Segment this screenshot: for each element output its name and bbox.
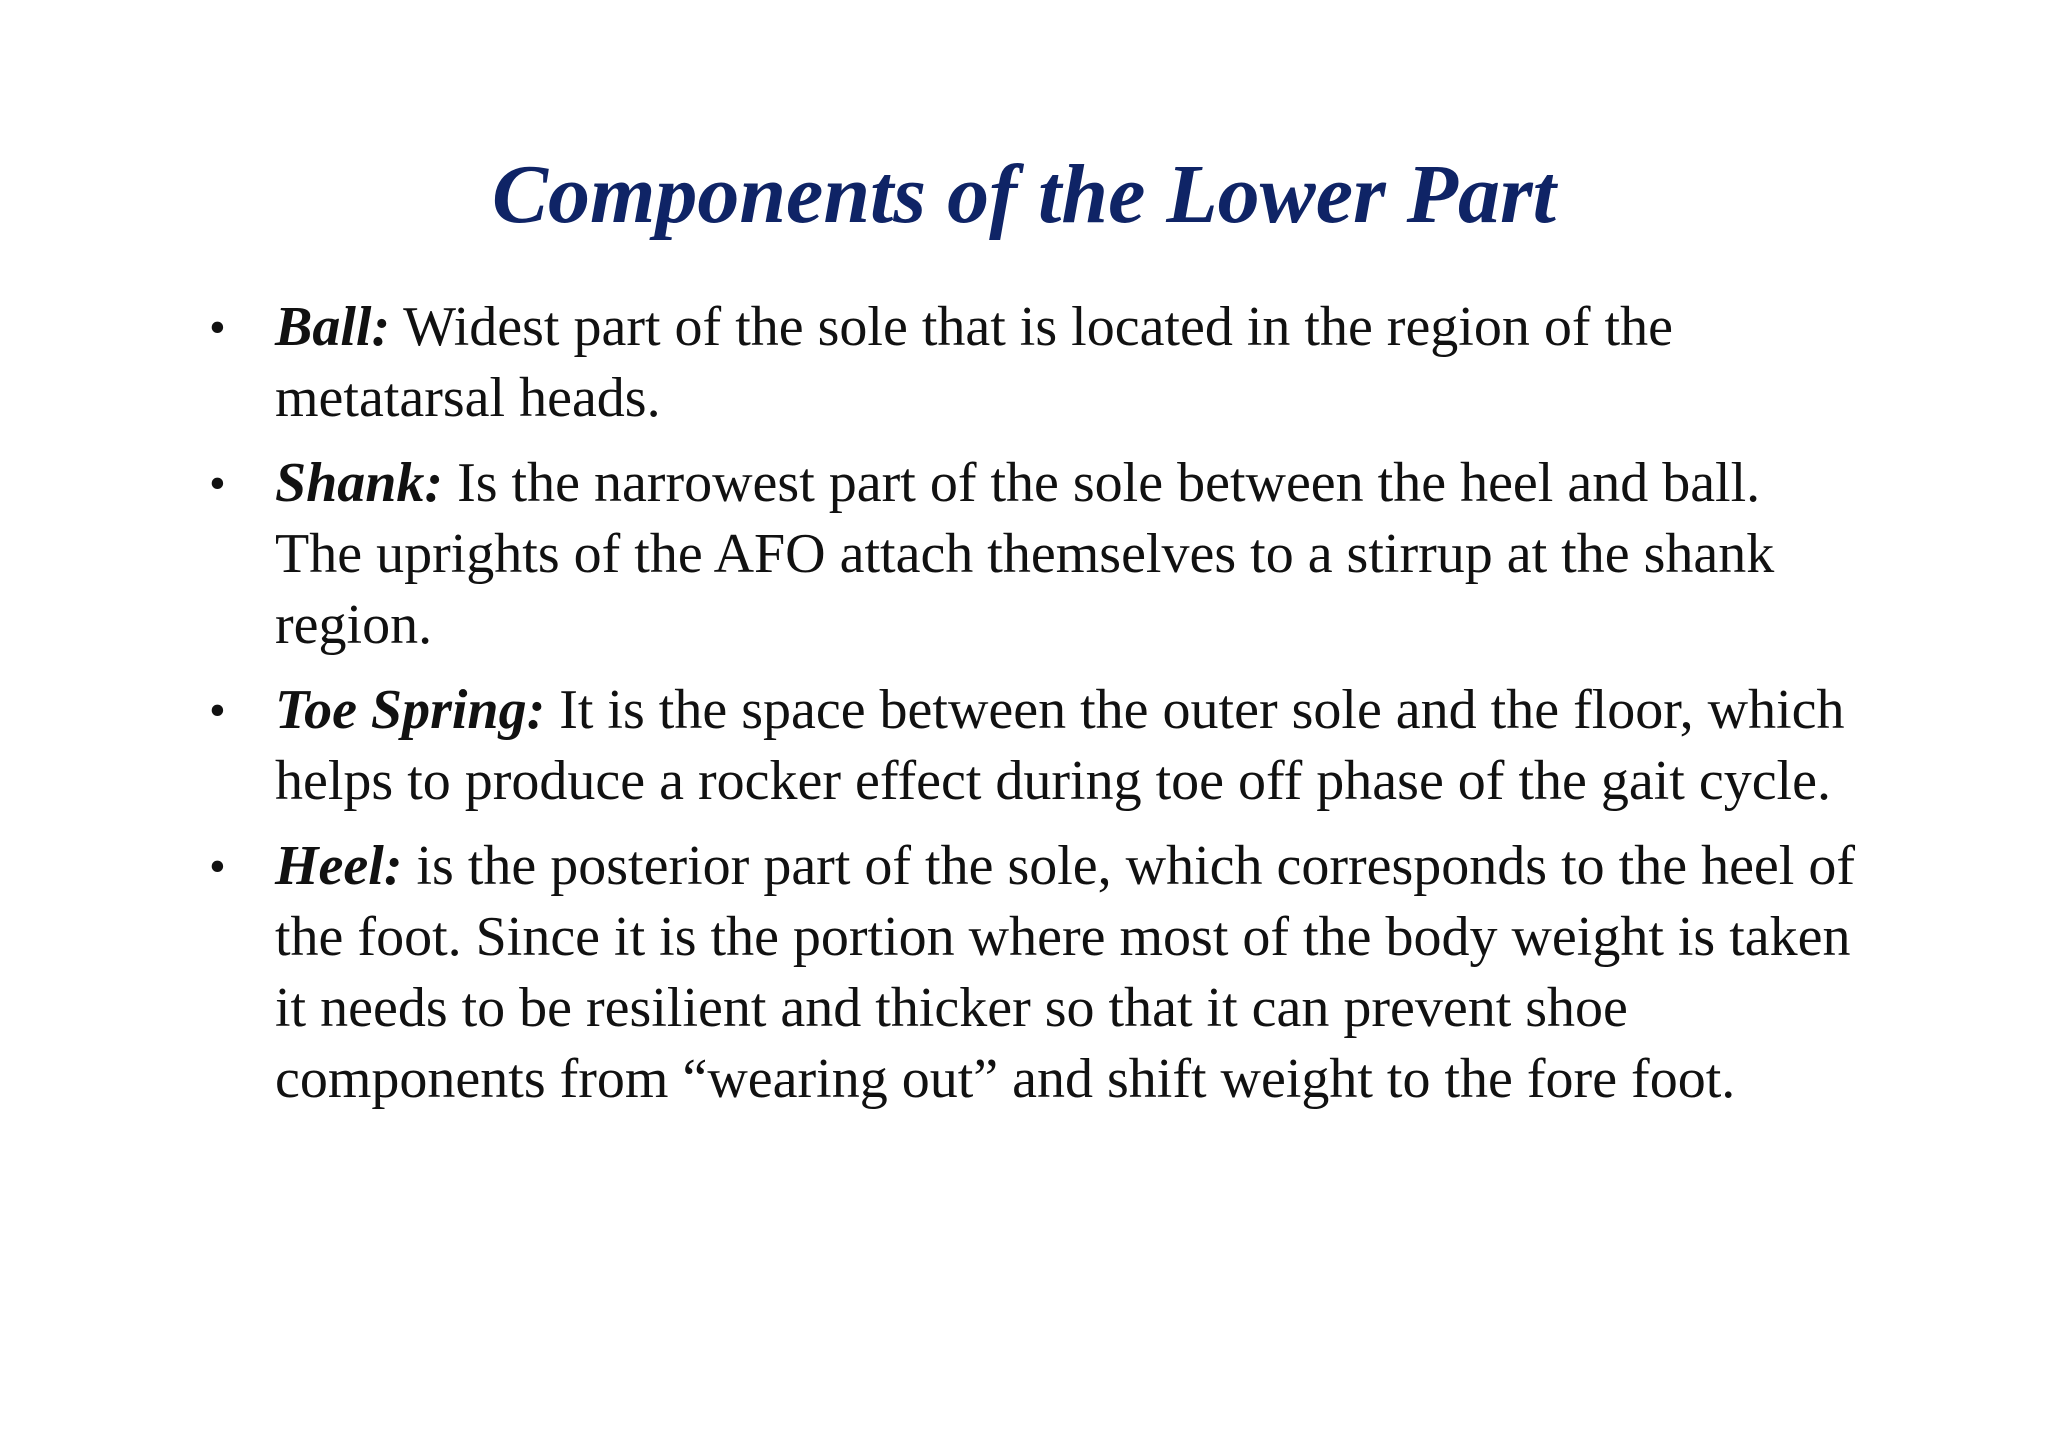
slide-title: Components of the Lower Part [491, 148, 1557, 241]
bullet-list [205, 292, 1855, 1129]
bullet-term: Heel: [275, 835, 403, 897]
bullet-item-shank [205, 448, 1855, 661]
bullet-item-heel [205, 831, 1855, 1115]
bullet-icon: • [209, 840, 226, 893]
bullet-icon: • [209, 457, 226, 510]
bullet-icon: • [209, 684, 226, 737]
bullet-item-toe-spring [205, 675, 1855, 817]
bullet-item-ball [205, 292, 1855, 434]
bullet-icon: • [209, 301, 226, 354]
bullet-text: It is the space between the outer sole and the floor, which helps to produce a rocker effect during toe off phase of the gait cycle. [275, 679, 1845, 812]
bullet-text: Is the narrowest part of the sole between the heel and ball. The uprights of the AFO attach themselves to a stirrup at the shank region. [275, 452, 1775, 656]
bullet-term: Shank: [275, 452, 444, 514]
bullet-text: is the posterior part of the sole, which corresponds to the heel of the foot. Since it is the portion where most of the body weight is taken it needs to be resilient and thicker so that it can prevent shoe components from “wearing out” and shift weight to the fore foot. [275, 835, 1855, 1110]
bullet-text: Widest part of the sole that is located in the region of the metatarsal heads. [275, 296, 1673, 429]
bullet-term: Toe Spring: [275, 679, 546, 741]
bullet-term: Ball: [275, 296, 391, 358]
